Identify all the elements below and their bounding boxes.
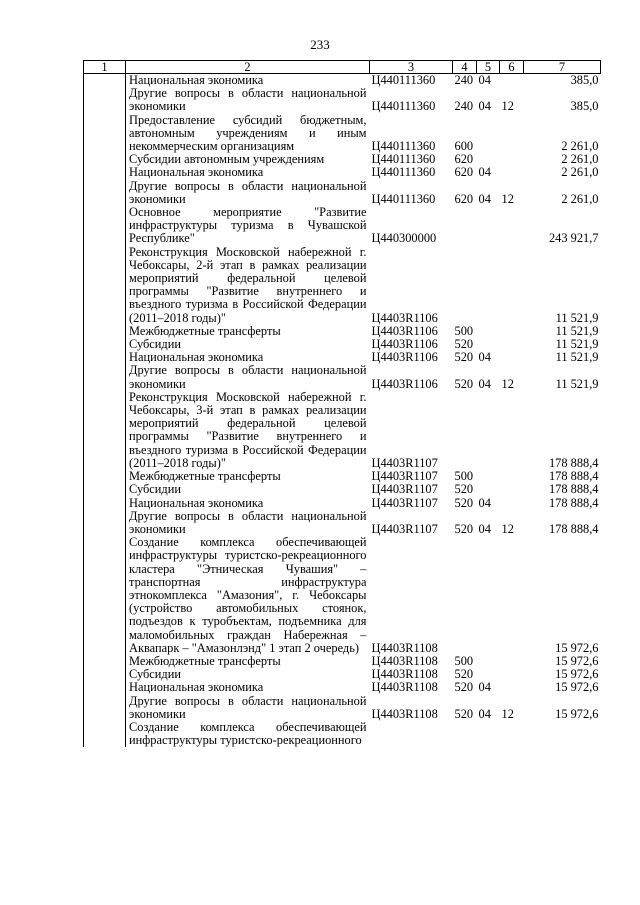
row-rz: 04 bbox=[478, 191, 491, 206]
row-name: Другие вопросы в области национальной экономики bbox=[129, 178, 367, 206]
row-rz: 04 bbox=[478, 495, 491, 510]
row-col1-empty bbox=[84, 655, 126, 668]
row-pr bbox=[500, 351, 524, 364]
row-amount: 178 888,4 bbox=[548, 469, 599, 484]
row-name: Национальная экономика bbox=[129, 350, 264, 365]
row-rz bbox=[477, 206, 500, 246]
row-amount: 11 521,9 bbox=[555, 337, 599, 352]
row-col1-empty bbox=[84, 391, 126, 470]
row-col1-empty bbox=[84, 681, 126, 694]
row-vr: 500 bbox=[454, 323, 474, 338]
row-rz bbox=[477, 246, 500, 325]
row-pr bbox=[500, 681, 524, 694]
row-amount: 385,0 bbox=[570, 99, 599, 114]
row-vr: 520 bbox=[454, 495, 474, 510]
row-vr: 620 bbox=[454, 165, 474, 180]
table-body bbox=[84, 74, 601, 748]
row-vr bbox=[453, 391, 477, 470]
row-name: Субсидии bbox=[129, 337, 181, 352]
row-pr: 12 bbox=[501, 191, 514, 206]
row-vr bbox=[453, 246, 477, 325]
row-name: Национальная экономика bbox=[129, 73, 264, 87]
row-vr: 520 bbox=[454, 706, 474, 721]
row-col1-empty bbox=[84, 695, 126, 721]
row-col1-empty bbox=[84, 536, 126, 655]
table-row bbox=[84, 695, 601, 721]
row-rz: 04 bbox=[478, 706, 491, 721]
row-name: Основное мероприятие "Развитие инфраструктуры туризма в Чувашской Республике" bbox=[129, 205, 367, 246]
row-code: Ц4403R1108 bbox=[371, 706, 438, 721]
row-amount: 2 261,0 bbox=[561, 165, 599, 180]
row-pr bbox=[500, 114, 524, 154]
header-row bbox=[84, 61, 601, 74]
row-code: Ц4403R1106 bbox=[371, 323, 438, 338]
row-code: Ц4403R1106 bbox=[371, 350, 438, 365]
row-amount: 11 521,9 bbox=[555, 310, 599, 325]
row-rz: 04 bbox=[478, 376, 491, 391]
row-amount: 15 972,6 bbox=[555, 680, 599, 695]
row-code: Ц440111360 bbox=[371, 152, 436, 167]
row-pr bbox=[500, 470, 524, 483]
row-amount: 2 261,0 bbox=[561, 152, 599, 167]
row-amount bbox=[524, 721, 601, 747]
row-vr: 500 bbox=[454, 469, 474, 484]
row-pr bbox=[500, 153, 524, 166]
row-rz bbox=[477, 470, 500, 483]
row-pr bbox=[500, 166, 524, 179]
row-pr bbox=[500, 497, 524, 510]
row-vr: 620 bbox=[454, 191, 474, 206]
row-rz: 04 bbox=[478, 350, 491, 365]
row-amount: 385,0 bbox=[570, 73, 599, 87]
row-name: Национальная экономика bbox=[129, 165, 264, 180]
row-col1-empty bbox=[84, 364, 126, 390]
row-rz bbox=[477, 721, 500, 747]
header-col-4: 4 bbox=[453, 61, 477, 74]
row-col1-empty bbox=[84, 87, 126, 113]
row-vr: 240 bbox=[454, 73, 474, 87]
row-col1-empty bbox=[84, 483, 126, 496]
row-vr bbox=[453, 721, 477, 747]
row-pr: 12 bbox=[501, 376, 514, 391]
row-name: Субсидии bbox=[129, 667, 181, 682]
row-pr bbox=[500, 325, 524, 338]
row-rz: 04 bbox=[478, 73, 491, 87]
row-amount: 178 888,4 bbox=[548, 482, 599, 497]
header-col-7: 7 bbox=[524, 61, 601, 74]
row-code: Ц4403R1107 bbox=[371, 469, 438, 484]
table-row bbox=[84, 483, 601, 496]
row-pr: 12 bbox=[501, 706, 514, 721]
row-vr: 620 bbox=[454, 152, 474, 167]
row-pr bbox=[500, 74, 524, 88]
row-amount: 15 972,6 bbox=[555, 653, 599, 668]
row-amount: 11 521,9 bbox=[555, 376, 599, 391]
row-name: Реконструкция Московской набережной г. Чебоксары, 3-й этап в рамках реализации мероприятий федеральной целевой программы "Развитие внутреннего и въездного туризма в Российской Федерации (2011–2018 годы)" bbox=[129, 389, 367, 470]
row-amount: 15 972,6 bbox=[555, 706, 599, 721]
row-rz: 04 bbox=[478, 680, 491, 695]
table-row bbox=[84, 510, 601, 536]
row-name: Межбюджетные трансферты bbox=[129, 653, 281, 668]
row-col1-empty bbox=[84, 166, 126, 179]
header-col-5: 5 bbox=[477, 61, 500, 74]
header-col-2: 2 bbox=[126, 61, 370, 74]
row-amount: 178 888,4 bbox=[548, 455, 599, 470]
row-vr: 520 bbox=[454, 680, 474, 695]
row-vr: 520 bbox=[454, 350, 474, 365]
row-code: Ц4403R1108 bbox=[371, 640, 438, 655]
row-code: Ц440111360 bbox=[371, 139, 436, 154]
row-pr bbox=[500, 536, 524, 655]
row-vr: 600 bbox=[454, 139, 474, 154]
row-vr: 520 bbox=[454, 482, 474, 497]
row-rz bbox=[477, 483, 500, 496]
header-col-3: 3 bbox=[370, 61, 453, 74]
header-col-6: 6 bbox=[500, 61, 524, 74]
row-name: Другие вопросы в области национальной экономики bbox=[129, 693, 367, 721]
row-rz: 04 bbox=[478, 165, 491, 180]
table-row bbox=[84, 166, 601, 179]
row-col1-empty bbox=[84, 497, 126, 510]
row-pr bbox=[500, 246, 524, 325]
row-pr bbox=[500, 483, 524, 496]
row-code: Ц440111360 bbox=[371, 191, 436, 206]
row-code: Ц4403R1106 bbox=[371, 376, 438, 391]
row-code bbox=[370, 721, 453, 747]
row-vr: 520 bbox=[454, 521, 474, 536]
page-number: 233 bbox=[310, 37, 330, 52]
row-amount: 11 521,9 bbox=[555, 323, 599, 338]
row-code: Ц4403R1107 bbox=[371, 495, 438, 510]
row-name: Межбюджетные трансферты bbox=[129, 323, 281, 338]
row-col1-empty bbox=[84, 470, 126, 483]
row-amount: 2 261,0 bbox=[561, 139, 599, 154]
row-vr bbox=[453, 536, 477, 655]
row-code: Ц4403R1107 bbox=[371, 521, 438, 536]
row-rz bbox=[477, 391, 500, 470]
row-code: Ц4403R1108 bbox=[371, 680, 438, 695]
row-pr: 12 bbox=[501, 521, 514, 536]
row-col1-empty bbox=[84, 325, 126, 338]
row-rz bbox=[477, 325, 500, 338]
row-col1-empty bbox=[84, 721, 126, 747]
row-pr bbox=[500, 338, 524, 351]
table-row bbox=[84, 246, 601, 325]
table-row bbox=[84, 206, 601, 246]
row-name: Другие вопросы в области национальной экономики bbox=[129, 508, 367, 536]
row-code: Ц440111360 bbox=[371, 99, 436, 114]
row-vr bbox=[453, 206, 477, 246]
row-col1-empty bbox=[84, 351, 126, 364]
row-code: Ц440111360 bbox=[371, 165, 436, 180]
row-vr: 240 bbox=[454, 99, 474, 114]
header-col-1: 1 bbox=[84, 61, 126, 74]
row-col1-empty bbox=[84, 668, 126, 681]
row-col1-empty bbox=[84, 180, 126, 206]
row-amount: 2 261,0 bbox=[561, 191, 599, 206]
row-pr bbox=[500, 206, 524, 246]
row-name: Предоставление субсидий бюджетным, автономным учреждениям и иным некоммерческим организациям bbox=[129, 112, 367, 154]
row-amount: 11 521,9 bbox=[555, 350, 599, 365]
row-amount: 15 972,6 bbox=[555, 667, 599, 682]
table-row bbox=[84, 74, 601, 88]
row-code: Ц4403R1108 bbox=[371, 667, 438, 682]
row-vr: 520 bbox=[454, 376, 474, 391]
row-name: Создание комплекса обеспечивающей инфраструктуры туристско-рекреационного кластера "Этническая Чувашия" – транспортная инфраструктура этнокомплекса "Амазония", г. Чебоксары (устройство автомобильных стоянок, подъездов к туробъектам, подъемника для маломобильных граждан Набережная – Аквапарк – "Амазонлэнд" 1 этап 2 очередь) bbox=[129, 535, 367, 655]
table-row bbox=[84, 391, 601, 470]
row-name: Межбюджетные трансферты bbox=[129, 469, 281, 484]
row-rz bbox=[477, 655, 500, 668]
row-code: Ц4403R1106 bbox=[371, 310, 438, 325]
table-row bbox=[84, 87, 601, 113]
row-vr: 520 bbox=[454, 667, 474, 682]
row-name: Реконструкция Московской набережной г. Чебоксары, 2-й этап в рамках реализации мероприятий федеральной целевой программы "Развитие внутреннего и въездного туризма в Российской Федерации (2011–2018 годы)" bbox=[129, 244, 367, 325]
table-row bbox=[84, 536, 601, 655]
row-name: Субсидии bbox=[129, 482, 181, 497]
row-col1-empty bbox=[84, 246, 126, 325]
row-pr: 12 bbox=[501, 99, 514, 114]
row-name: Национальная экономика bbox=[129, 495, 264, 510]
table-row bbox=[84, 681, 601, 694]
row-amount: 178 888,4 bbox=[548, 521, 599, 536]
table-row bbox=[84, 364, 601, 390]
row-name: Субсидии автономным учреждениям bbox=[129, 152, 325, 167]
row-amount: 243 921,7 bbox=[548, 231, 599, 246]
row-vr: 500 bbox=[454, 653, 474, 668]
row-name: Другие вопросы в области национальной экономики bbox=[129, 363, 367, 391]
row-pr bbox=[500, 721, 524, 747]
row-amount: 178 888,4 bbox=[548, 495, 599, 510]
row-rz: 04 bbox=[478, 521, 491, 536]
row-name: Национальная экономика bbox=[129, 680, 264, 695]
row-code: Ц440111360 bbox=[371, 73, 436, 87]
row-vr: 520 bbox=[454, 337, 474, 352]
table-row bbox=[84, 180, 601, 206]
row-col1-empty bbox=[84, 74, 126, 88]
row-name: Другие вопросы в области национальной экономики bbox=[129, 86, 367, 114]
row-rz: 04 bbox=[478, 99, 491, 114]
row-code: Ц4403R1107 bbox=[371, 482, 438, 497]
row-pr bbox=[500, 655, 524, 668]
row-col1-empty bbox=[84, 510, 126, 536]
table-header bbox=[84, 61, 601, 74]
row-col1-empty bbox=[84, 206, 126, 246]
row-name: Создание комплекса обеспечивающей инфраструктуры туристско-рекреационного bbox=[129, 719, 367, 748]
row-code: Ц4403R1107 bbox=[371, 455, 438, 470]
table-row bbox=[84, 497, 601, 510]
table-row bbox=[84, 721, 601, 747]
row-amount: 15 972,6 bbox=[555, 640, 599, 655]
row-code: Ц4403R1106 bbox=[371, 337, 438, 352]
row-code: Ц4403R1108 bbox=[371, 653, 438, 668]
row-code: Ц440300000 bbox=[371, 231, 437, 246]
budget-table bbox=[83, 60, 601, 747]
row-rz bbox=[477, 536, 500, 655]
row-pr bbox=[500, 391, 524, 470]
row-pr bbox=[500, 668, 524, 681]
row-col1-empty bbox=[84, 114, 126, 154]
row-rz bbox=[477, 114, 500, 154]
row-col1-empty bbox=[84, 338, 126, 351]
table-row bbox=[84, 114, 601, 154]
row-col1-empty bbox=[84, 153, 126, 166]
